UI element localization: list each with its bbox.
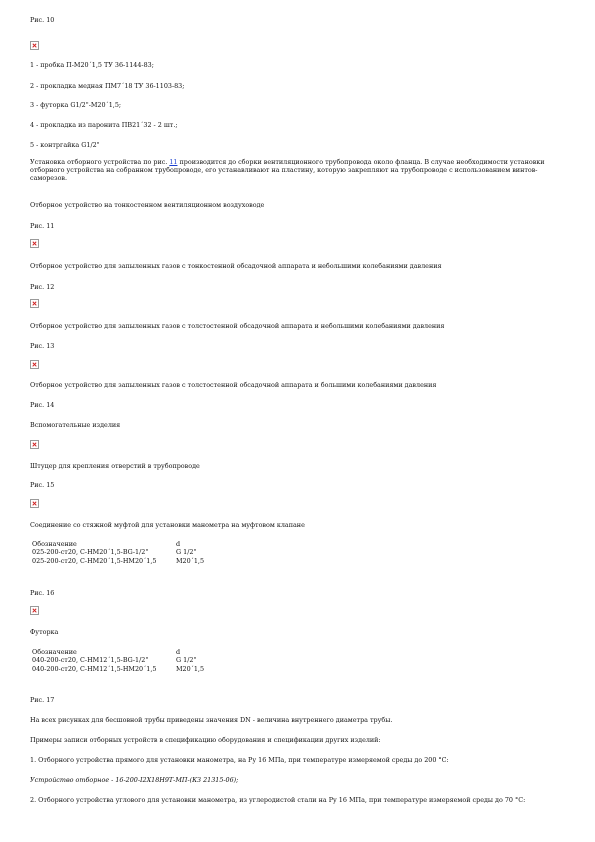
examples-intro: Примеры записи отборных устройств в спецификацию оборудования и спецификации других изделий: (30, 736, 381, 744)
note-paragraph: На всех рисунках для бесшовной трубы приведены значения DN - величина внутреннего диаметра трубы. (30, 716, 393, 724)
section-heading: Вспомогательные изделия (30, 421, 121, 429)
table-cell: 025-200-ст20, С-НМ20´1,5-НМ20´1,5 (32, 556, 157, 565)
figure-caption: Рис. 15 (30, 481, 55, 489)
figure-link[interactable]: 11 (169, 158, 178, 166)
figure-caption: Рис. 12 (30, 283, 55, 291)
part-item: 1 - пробка П-М20´1,5 ТУ 36-1144-83; (30, 61, 154, 69)
broken-image-icon (30, 239, 39, 248)
figure-caption: Рис. 10 (30, 16, 55, 24)
example-code: Устройство отборное - 16-200-I2Х18Н9Т-МП-(КЗ 21315-06); (30, 776, 239, 784)
table-row (30, 557, 206, 565)
figure-caption: Рис. 14 (30, 401, 55, 409)
device-title: Отборное устройство на тонкостенном вентиляционном воздуховоде (30, 201, 265, 209)
table-cell: М20´1,5 (176, 664, 205, 673)
table-header-cell: d (176, 540, 181, 548)
designation-table (30, 648, 206, 673)
part-item: 5 - контргайка G1/2" (30, 141, 100, 149)
example-item: 1. Отборного устройства прямого для установки манометра, на Ру 16 МПа, при температуре измеряемой среды до 200 °С: (30, 756, 449, 764)
example-item: 2. Отборного устройства углового для установки манометра, из углеродистой стали на Ру 16 МПа, при температуре измеряемой среды до 70 °С: (30, 796, 526, 804)
install-paragraph (30, 158, 570, 182)
table-cell: 040-200-ст20, С-НМ12´1,5-BG-1/2" (32, 656, 149, 665)
broken-image-icon (30, 360, 39, 369)
install-text-after: производится до сборки вентиляционного трубопровода около фланца. В случае необходимости установки отборного устройства на собранном трубопроводе, его устанавливают на пластину, которую закрепляют на трубопроводе с использованием винтов-саморезов. (30, 158, 545, 182)
broken-image-icon (30, 499, 39, 508)
device-title: Отборное устройство для запыленных газов с толстостенной обсадочной аппарата и небольшими колебаниями давления (30, 322, 445, 330)
broken-image-icon (30, 299, 39, 308)
figure-caption: Рис. 17 (30, 696, 55, 704)
item-title: Штуцер для крепления отверстий в трубопроводе (30, 462, 200, 470)
table-header-cell: Обозначение (32, 540, 77, 548)
table-cell: G 1/2" (176, 548, 197, 557)
figure-caption: Рис. 16 (30, 589, 55, 597)
part-item: 4 - прокладка из паронита ПВ21´32 - 2 шт.; (30, 121, 178, 129)
table-cell: М20´1,5 (176, 556, 205, 565)
table-header-cell: Обозначение (32, 648, 77, 656)
table-row (30, 656, 206, 664)
broken-image-icon (30, 606, 39, 615)
item-title: Футорка (30, 628, 59, 636)
figure-caption: Рис. 11 (30, 222, 55, 230)
broken-image-icon (30, 41, 39, 50)
table-cell: 040-200-ст20, С-НМ12´1,5-НМ20´1,5 (32, 664, 157, 673)
table-cell: 025-200-ст20, С-НМ20´1,5-BG-1/2" (32, 548, 149, 557)
part-item: 3 - футорка G1/2"-М20´1,5; (30, 101, 122, 109)
designation-table (30, 540, 206, 565)
table-header-cell: d (176, 648, 181, 656)
part-item: 2 - прокладка медная ПМ7´18 ТУ 36-1103-83; (30, 82, 185, 90)
table-cell: G 1/2" (176, 656, 197, 665)
device-title: Отборное устройство для запыленных газов с толстостенной обсадочной аппарата и большими колебаниями давления (30, 381, 437, 389)
figure-caption: Рис. 13 (30, 342, 55, 350)
item-title: Соединение со стяжной муфтой для установки манометра на муфтовом клапане (30, 521, 305, 529)
broken-image-icon (30, 440, 39, 449)
table-row (30, 665, 206, 673)
device-title: Отборное устройство для запыленных газов с тонкостенной обсадочной аппарата и небольшими колебаниями давления (30, 262, 442, 270)
install-text-before: Установка отборного устройства по рис. (30, 158, 170, 166)
table-row (30, 548, 206, 556)
